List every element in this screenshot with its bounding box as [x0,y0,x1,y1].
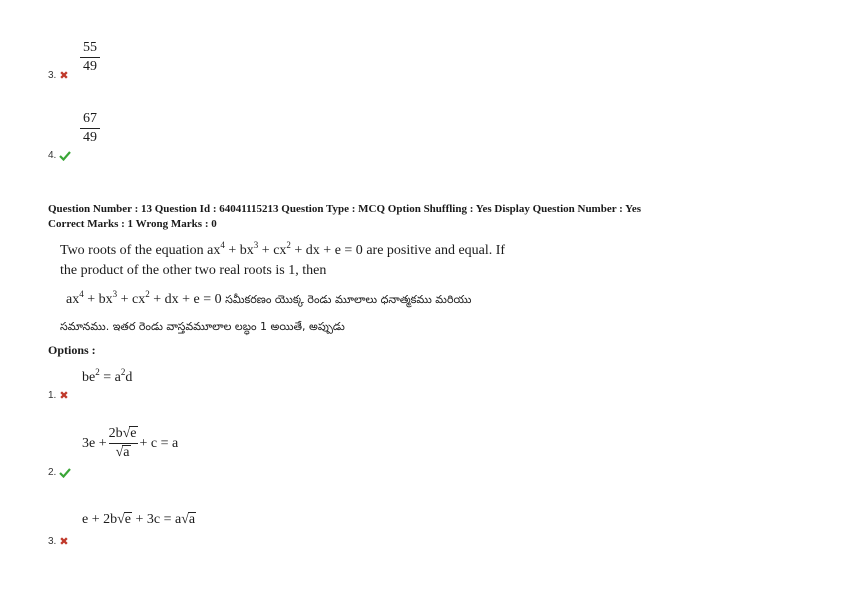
option-3-marker [48,536,69,547]
wrong-cross-icon: ✖ [59,535,69,548]
telugu-text: సమీకరణం యొక్క రెండు మూలాలు ధనాత్మకము మరియు [225,293,472,306]
option-2-formula: 3e + $\frac{2b√e}{√a}$ + c = a [82,426,179,460]
option-number: 3. [48,70,57,81]
question-text-part: Two roots of the equation [60,243,208,258]
marks-meta-line: Correct Marks : 1 Wrong Marks : 0 [48,218,217,230]
option-number: 3. [48,536,57,547]
question-text-en-line1 [60,240,506,259]
option-1-marker [48,390,69,401]
denominator: 49 [83,130,97,145]
question-meta-line: Question Number : 13 Question Id : 64041115213 Question Type : MCQ Option Shuffling : Yes Display Question Number : Yes [48,203,642,215]
correct-check-icon [59,468,71,478]
question-text-te-line1 [66,289,472,309]
fraction-67-49 [80,111,100,146]
question-text-en-line2: the product of the other two real roots is 1, then [60,263,327,278]
numerator: 55 [83,40,97,55]
wrong-cross-icon: ✖ [59,69,69,82]
question-text-part: are positive and equal. If [362,243,506,258]
option-1-formula: $be^2 = a^2d$ [82,367,133,385]
fraction-bar [80,57,100,58]
option-number: 4. [48,150,57,161]
denominator: 49 [83,59,97,74]
option-number: 1. [48,390,57,401]
prev-option-3-marker [48,70,69,81]
option-2-marker [48,467,71,478]
options-label: Options : [48,343,96,357]
fraction-bar [80,128,100,129]
numerator: 67 [83,111,97,126]
prev-option-4-marker [48,150,71,161]
correct-check-icon [59,151,71,161]
wrong-cross-icon: ✖ [59,389,69,402]
equation: $ax^4 + bx^3 + cx^2$ + dx + e = 0 [207,240,363,258]
option-3-formula: e + 2b√e + 3c = a√a [82,512,196,527]
fraction: $\frac{2b√e}{√a}$ [108,426,137,460]
fraction-55-49 [80,40,100,75]
question-text-te-line2: సమానము. ఇతర రెండు వాస్తవమూలాల లబ్ధం 1 అయితే, అప్పుడు [60,320,345,333]
equation: $ax^4 + bx^3 + cx^2$ + dx + e = 0 [66,289,222,307]
option-number: 2. [48,467,57,478]
